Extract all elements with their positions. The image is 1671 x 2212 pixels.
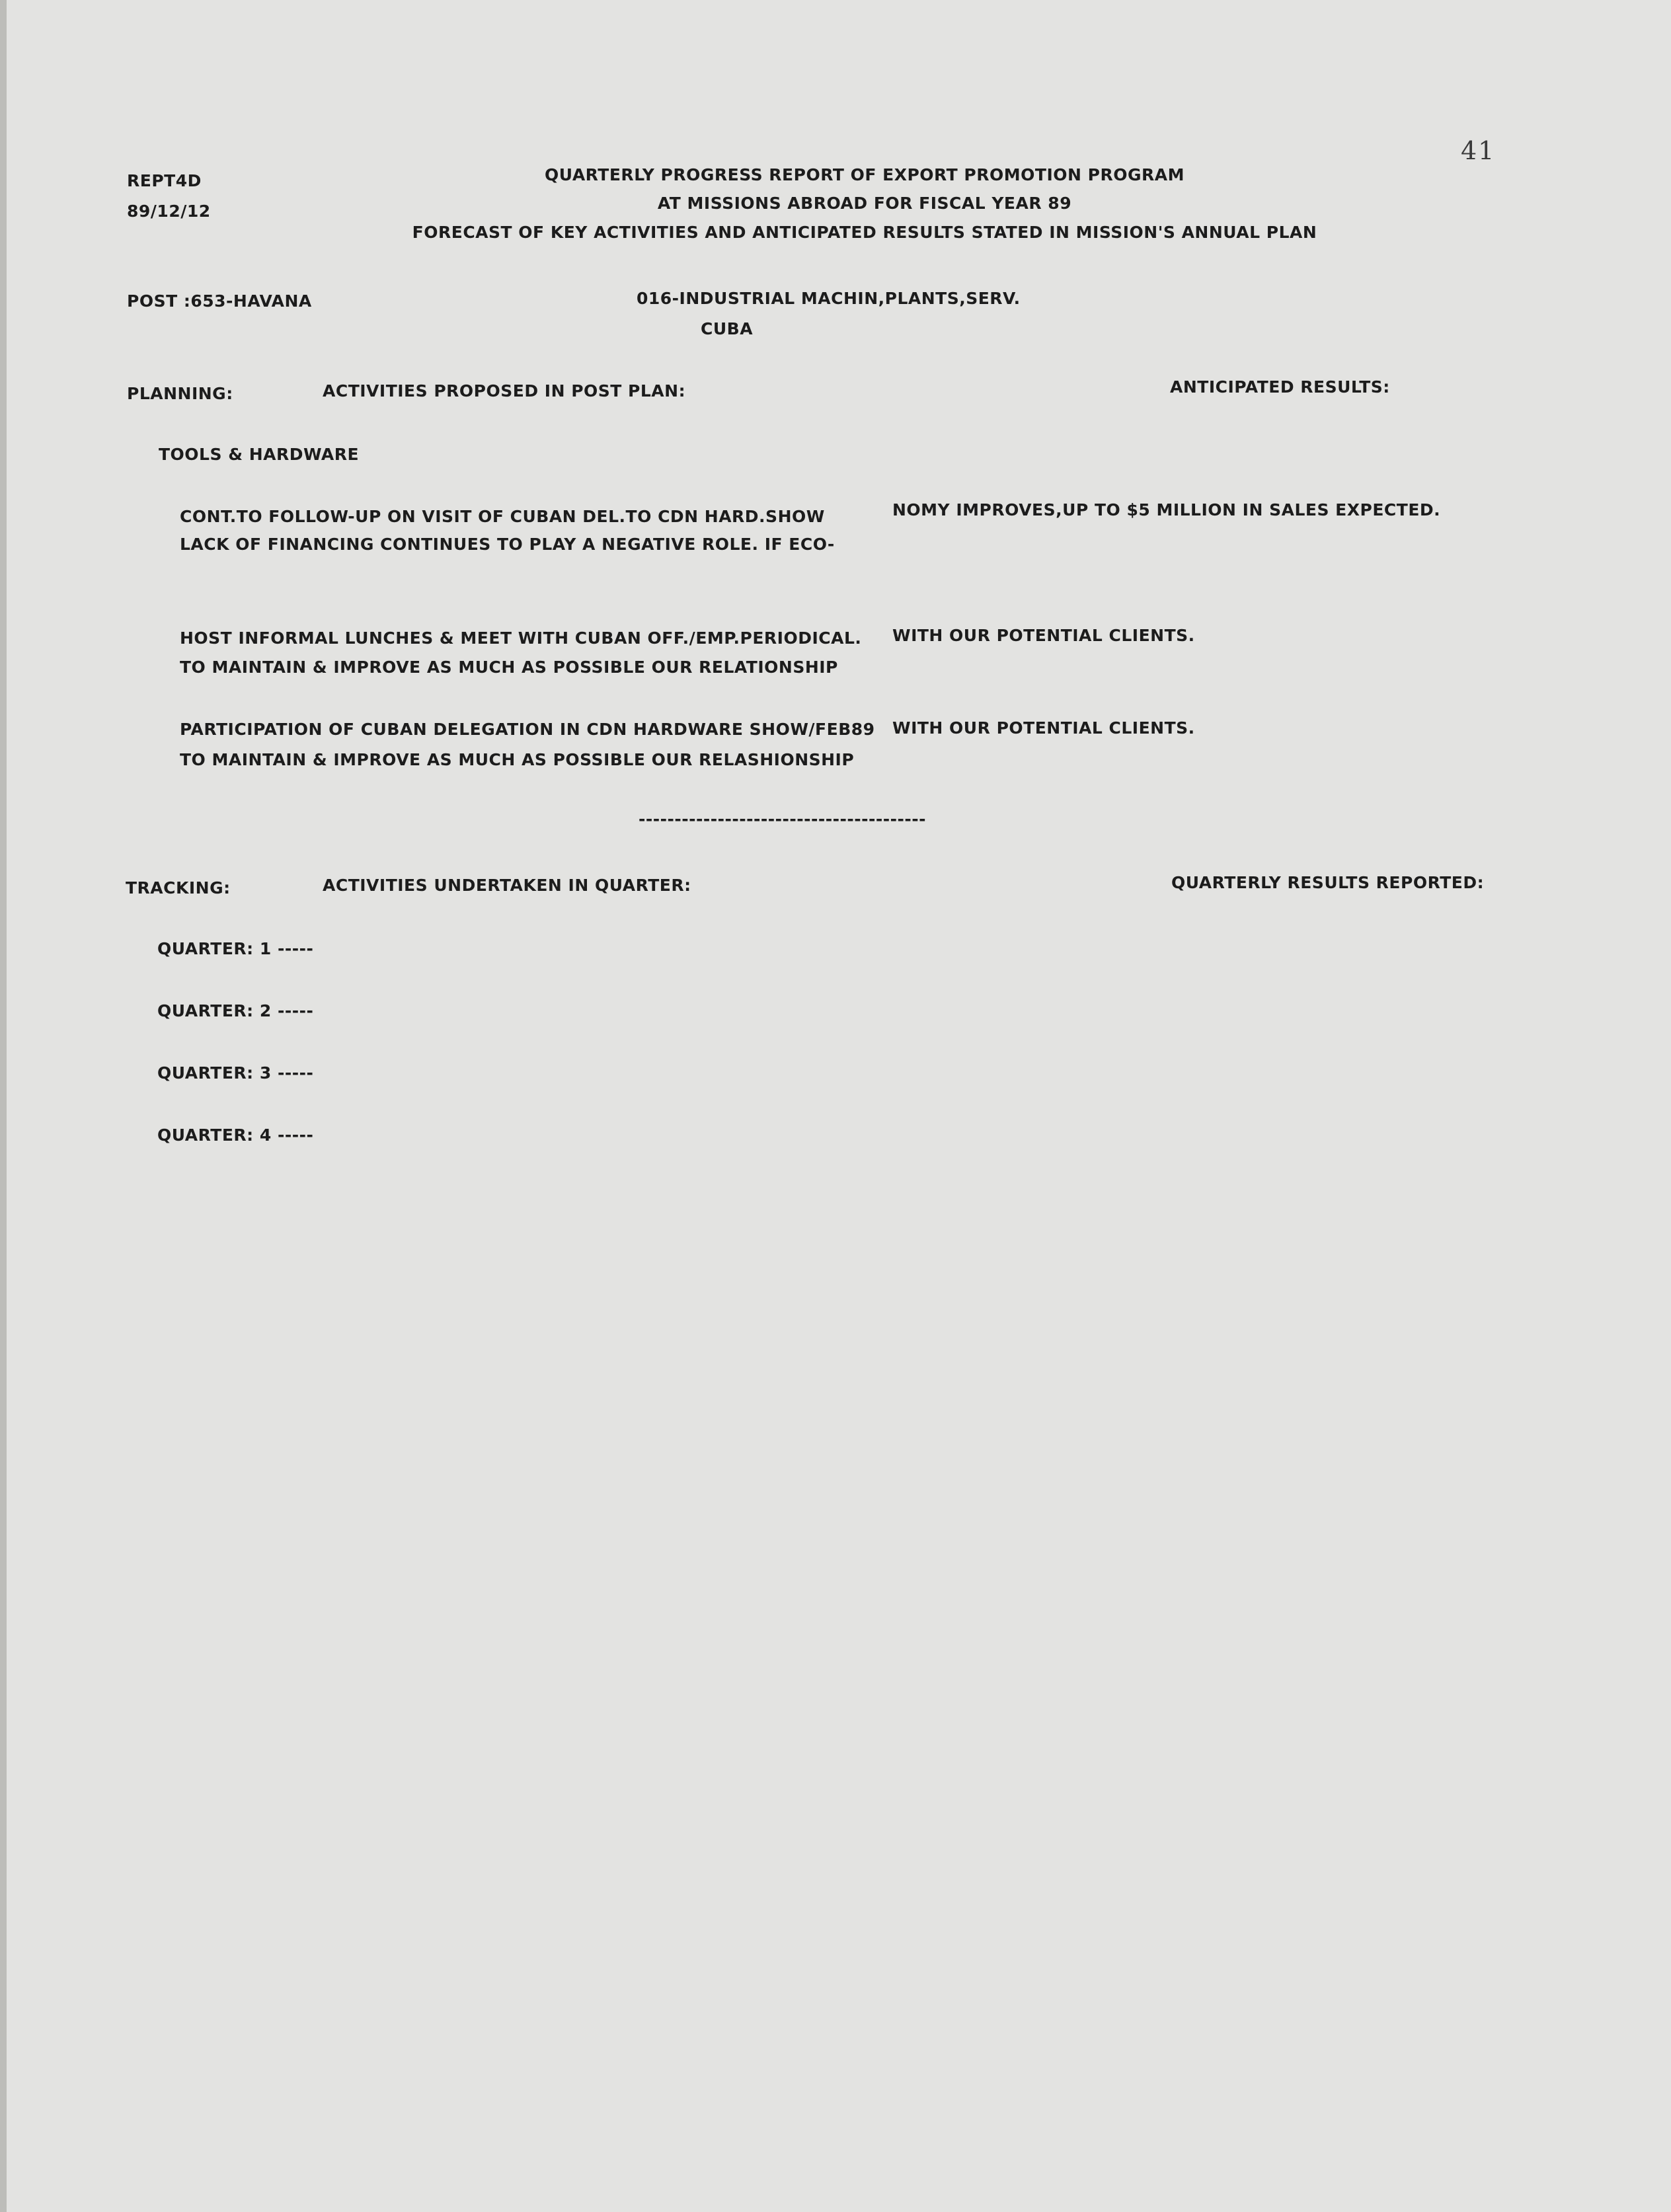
activity-line: HOST INFORMAL LUNCHES & MEET WITH CUBAN OFF./EMP.PERIODICAL. [180,629,862,648]
report-date: 89/12/12 [127,202,211,221]
tracking-label: TRACKING: [126,878,231,897]
page-number: 41 [1461,136,1496,165]
activity-line: TO MAINTAIN & IMPROVE AS MUCH AS POSSIBLE OUR RELATIONSHIP [180,658,838,677]
quarter-row: QUARTER: 3 ----- [157,1063,314,1083]
report-title-line-2: AT MISSIONS ABROAD FOR FISCAL YEAR 89 [657,194,1072,213]
report-title-line-1: QUARTERLY PROGRESS REPORT OF EXPORT PROMOTION PROGRAM [545,165,1185,184]
activity-line: PARTICIPATION OF CUBAN DELEGATION IN CDN HARDWARE SHOW/FEB89 [180,720,875,739]
subsector-label: TOOLS & HARDWARE [159,445,360,464]
quarter-row: QUARTER: 4 ----- [157,1125,314,1145]
activity-line: CONT.TO FOLLOW-UP ON VISIT OF CUBAN DEL.TO CDN HARD.SHOW [180,507,825,526]
country-label: CUBA [701,319,754,338]
tracking-activities-heading: ACTIVITIES UNDERTAKEN IN QUARTER: [323,876,691,895]
anticipated-result: WITH OUR POTENTIAL CLIENTS. [892,626,1195,645]
activity-line: LACK OF FINANCING CONTINUES TO PLAY A NEGATIVE ROLE. IF ECO- [180,535,835,554]
anticipated-result: WITH OUR POTENTIAL CLIENTS. [892,718,1195,738]
planning-label: PLANNING: [127,384,233,403]
quarter-row: QUARTER: 2 ----- [157,1001,314,1020]
anticipated-result: NOMY IMPROVES,UP TO $5 MILLION IN SALES EXPECTED. [892,500,1441,519]
anticipated-results-heading: ANTICIPATED RESULTS: [1170,377,1390,397]
post-label: POST :653-HAVANA [127,291,312,311]
quarterly-results-heading: QUARTERLY RESULTS REPORTED: [1171,873,1485,892]
planning-activities-heading: ACTIVITIES PROPOSED IN POST PLAN: [323,381,686,400]
report-title-line-3: FORECAST OF KEY ACTIVITIES AND ANTICIPATED RESULTS STATED IN MISSION'S ANNUAL PLAN [412,223,1317,242]
report-id: REPT4D [127,171,202,190]
scan-edge [0,0,7,2212]
quarter-row: QUARTER: 1 ----- [157,939,314,958]
activity-line: TO MAINTAIN & IMPROVE AS MUCH AS POSSIBLE OUR RELASHIONSHIP [180,750,855,769]
section-separator: ---------------------------------------- [639,810,927,829]
sector-label: 016-INDUSTRIAL MACHIN,PLANTS,SERV. [637,289,1021,308]
